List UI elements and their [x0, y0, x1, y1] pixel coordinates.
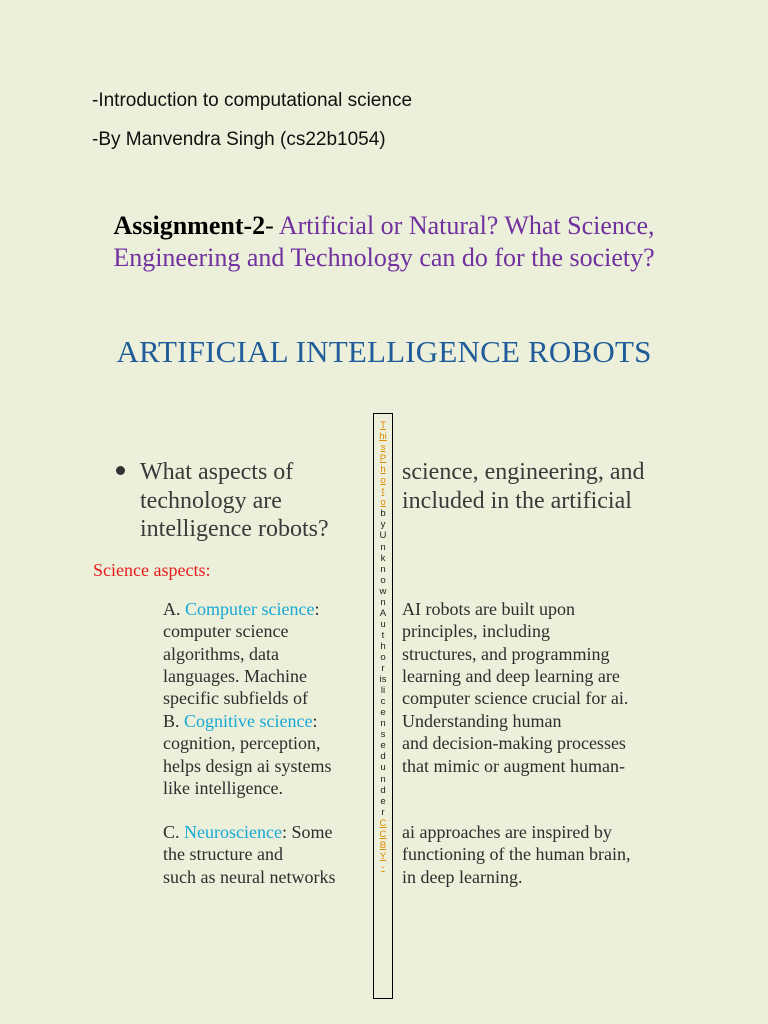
- section-b-left: [163, 710, 332, 799]
- credit-text-char: b: [380, 508, 386, 520]
- license-link-char[interactable]: B: [379, 839, 387, 851]
- credit-text-char: w: [379, 585, 387, 597]
- credit-text-char: o: [380, 574, 386, 586]
- credit-text-char: A: [379, 607, 387, 619]
- section-a-right: AI robots are built upon principles, including structures, and programming learning and deep learning are computer science crucial for ai.: [402, 599, 629, 709]
- section-c-left: [163, 821, 335, 888]
- credit-text-char: u: [380, 618, 386, 630]
- bullet-point: [116, 466, 125, 475]
- assignment-title: [60, 210, 708, 274]
- credit-text-char: d: [380, 751, 386, 763]
- section-c-text: : Some the structure and such as neural networks: [163, 822, 336, 887]
- credit-text-char: r: [381, 806, 385, 818]
- science-aspects-heading: Science aspects:: [93, 560, 211, 580]
- photo-link-char[interactable]: hi: [379, 431, 387, 443]
- section-b-text: : cognition, perception, helps design ai systems like intelligence.: [163, 711, 332, 798]
- credit-text-char: is: [379, 674, 387, 686]
- neuroscience-term: Neuroscience: [184, 822, 282, 842]
- author-line: -By Manvendra Singh (cs22b1054): [92, 129, 386, 150]
- credit-text-char: t: [381, 629, 385, 641]
- cognitive-science-term: Cognitive science: [184, 711, 313, 731]
- credit-text-char: r: [381, 663, 385, 675]
- assignment-topic: Artificial or Natural? What Science, Engineering and Technology can do for the society?: [113, 211, 655, 272]
- credit-text-char: U: [379, 530, 387, 542]
- photo-credit-box: [373, 413, 393, 999]
- credit-text-char: n: [380, 718, 386, 730]
- credit-text-char: d: [380, 784, 386, 796]
- credit-text-char: li: [380, 685, 386, 697]
- credit-text-char: o: [380, 651, 386, 663]
- license-link-char[interactable]: -: [381, 861, 385, 873]
- section-b-prefix: B.: [163, 711, 185, 731]
- license-link-char[interactable]: Y: [379, 850, 387, 862]
- credit-text-char: e: [380, 707, 386, 719]
- credit-text-char: n: [380, 541, 386, 553]
- credit-text-char: s: [380, 729, 386, 741]
- computer-science-term: Computer science: [185, 599, 315, 619]
- assignment-label: Assignment-2: [113, 211, 266, 240]
- photo-link-char[interactable]: o: [380, 475, 386, 487]
- section-c-right: ai approaches are inspired by functioning of the human brain, in deep learning.: [402, 822, 631, 887]
- photo-link-char[interactable]: o: [380, 497, 386, 509]
- license-link-char[interactable]: C: [379, 817, 387, 829]
- section-a-prefix: A.: [163, 599, 185, 619]
- section-c-prefix: C.: [163, 822, 185, 842]
- assignment-dash: -: [265, 211, 279, 240]
- credit-text-char: h: [380, 640, 386, 652]
- question-left: What aspects of technology are intelligence robots?: [140, 459, 329, 542]
- question-right: science, engineering, and included in the artificial: [402, 459, 645, 514]
- credit-text-char: u: [380, 762, 386, 774]
- photo-link-char[interactable]: s: [380, 442, 386, 454]
- credit-text-char: n: [380, 773, 386, 785]
- section-a-text: : computer science algorithms, data languages. Machine specific subfields of: [163, 599, 320, 709]
- credit-text-char: n: [380, 563, 386, 575]
- photo-link-char[interactable]: t: [381, 486, 385, 498]
- photo-link-char[interactable]: P: [379, 453, 387, 465]
- photo-link-char[interactable]: T: [380, 420, 386, 431]
- license-link-char[interactable]: C: [379, 828, 387, 840]
- section-a-left: [163, 598, 319, 709]
- credit-text-char: e: [380, 740, 386, 752]
- course-line: -Introduction to computational science: [92, 90, 413, 111]
- credit-text-char: e: [380, 795, 386, 807]
- photo-link-char[interactable]: h: [380, 464, 386, 476]
- page-heading: ARTIFICIAL INTELLIGENCE ROBOTS: [116, 334, 652, 369]
- credit-text-char: y: [380, 519, 386, 531]
- credit-text-char: c: [380, 696, 386, 708]
- section-b-right: Understanding human and decision-making processes that mimic or augment human-: [402, 711, 626, 776]
- credit-text-char: n: [380, 596, 386, 608]
- credit-text-char: k: [380, 552, 386, 564]
